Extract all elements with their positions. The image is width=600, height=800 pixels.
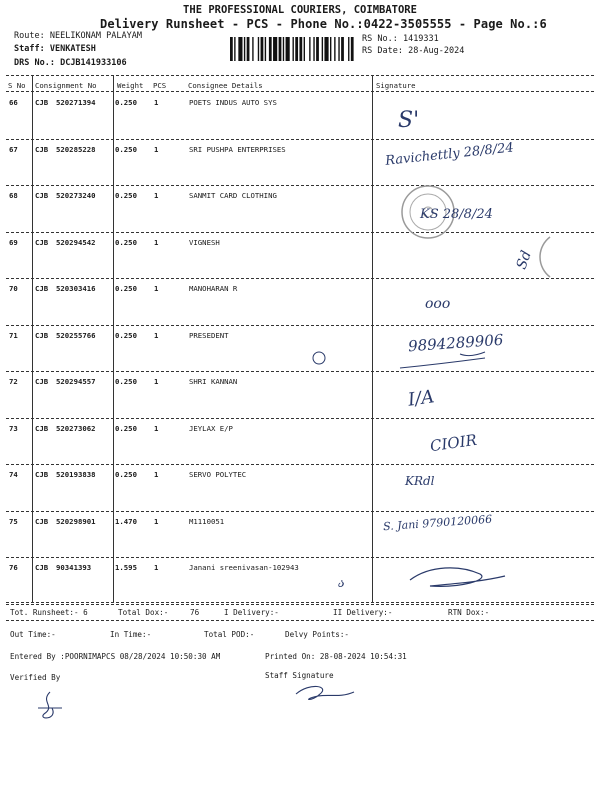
- staff-label: Staff:: [14, 44, 45, 54]
- company-title: THE PROFESSIONAL COURIERS, COIMBATORE: [183, 4, 417, 16]
- printed-on: Printed On: 28-08-2024 10:54:31: [265, 652, 407, 661]
- row-consignment-prefix: CJB: [35, 563, 49, 572]
- row-sno: 72: [9, 377, 18, 386]
- scribble-71: [300, 340, 490, 380]
- staff-signature-label: Staff Signature: [265, 671, 334, 680]
- drs-line: [14, 58, 127, 68]
- signature-69: Sd: [513, 248, 535, 272]
- signature-72: I/A: [406, 386, 436, 411]
- row-divider: [6, 325, 594, 326]
- row-weight: 1.595: [115, 563, 137, 572]
- drs-value: DCJB141933106: [60, 58, 127, 68]
- barcode-image: [230, 37, 355, 61]
- row-sno: 68: [9, 191, 18, 200]
- row-pcs: 1: [154, 98, 159, 107]
- row-consignee: SHRI KANNAN: [189, 377, 238, 386]
- row-weight: 0.250: [115, 470, 137, 479]
- row-divider: [6, 139, 594, 140]
- signature-75: S. Jani 9790120066: [382, 512, 493, 534]
- col-divider-3: [372, 76, 373, 602]
- row-weight: 0.250: [115, 423, 137, 433]
- row-consignment-no: 520255766: [56, 330, 96, 340]
- total-pod: Total POD:-: [204, 630, 255, 639]
- signature-68: KS 28/8/24: [420, 207, 493, 222]
- row-consignee: Janani sreenivasan-102943: [189, 563, 299, 572]
- row-consignment-prefix: CJB: [35, 470, 49, 479]
- col-divider-1: [32, 76, 33, 602]
- row-consignment-no: 520273062: [56, 423, 96, 433]
- row-divider: [6, 464, 594, 465]
- row-sno: 76: [9, 563, 18, 572]
- row-weight: 0.250: [115, 237, 137, 247]
- total-dox-label: Total Dox:-: [118, 608, 169, 617]
- row-consignment-no: 520271394: [56, 98, 96, 107]
- verified-signature-scribble: [30, 688, 70, 728]
- row-consignment-prefix: CJB: [35, 516, 49, 526]
- route-label: Route:: [14, 31, 45, 41]
- row-divider: [6, 418, 594, 419]
- row-divider: [6, 557, 594, 558]
- row-pcs: 1: [154, 144, 159, 154]
- row-weight: 1.470: [115, 516, 137, 526]
- row-consignment-no: 520303416: [56, 284, 96, 293]
- row-sno: 70: [9, 284, 18, 293]
- signature-71: 9894289906: [407, 330, 504, 356]
- row-sno: 71: [9, 330, 18, 340]
- signature-67: Ravichettly 28/8/24: [384, 140, 515, 169]
- row-pcs: 1: [154, 470, 159, 479]
- entered-by: Entered By :POORNIMAPCS 08/28/2024 10:50:30 AM: [10, 652, 221, 661]
- totals-top-divider: [6, 602, 594, 603]
- total-runsheet: Tot. Runsheet:- 6: [10, 608, 88, 617]
- signature-70: ooo: [425, 296, 451, 312]
- row-consignee: PRESEDENT: [189, 330, 229, 340]
- ii-delivery: II Delivery:-: [333, 608, 393, 617]
- col-pcs: PCS: [153, 81, 167, 90]
- row-consignee: MANOHARAN R: [189, 284, 238, 293]
- row-consignee: SANMIT CARD CLOTHING: [189, 191, 277, 200]
- header-top-divider: [6, 75, 594, 76]
- row-consignment-prefix: CJB: [35, 423, 49, 433]
- row-consignment-prefix: CJB: [35, 237, 49, 247]
- row-sno: 74: [9, 470, 18, 479]
- delvy-points: Delvy Points:-: [285, 630, 350, 639]
- staff-signature-scribble: [290, 680, 360, 710]
- signature-76-scribble: [400, 560, 510, 595]
- row-consignment-no: 520294557: [56, 377, 96, 386]
- rs-date-label: RS Date:: [362, 46, 403, 56]
- row-sno: 75: [9, 516, 18, 526]
- header-bottom-divider: [6, 91, 594, 92]
- col-divider-2: [113, 76, 114, 602]
- row-divider: [6, 604, 594, 605]
- rs-no-label: RS No.:: [362, 34, 398, 44]
- runsheet-subtitle: Delivery Runsheet - PCS - Phone No.:0422-3505555 - Page No.:6: [100, 17, 547, 31]
- row-sno: 73: [9, 423, 18, 433]
- rs-date-value: 28-Aug-2024: [408, 46, 465, 56]
- verified-by: Verified By: [10, 673, 61, 682]
- row-consignment-prefix: CJB: [35, 98, 49, 107]
- row-pcs: 1: [154, 330, 159, 340]
- mark-76: ა: [338, 576, 345, 590]
- signature-73: CIOIR: [428, 430, 478, 456]
- staff-value: VENKATESH: [49, 44, 96, 54]
- signature-74: KRdl: [405, 474, 435, 488]
- in-time: In Time:-: [110, 630, 152, 639]
- row-pcs: 1: [154, 563, 159, 572]
- row-weight: 0.250: [115, 144, 137, 154]
- row-consignment-no: 520294542: [56, 237, 96, 247]
- row-consignee: SERVO POLYTEC: [189, 470, 247, 479]
- row-consignment-no: 90341393: [56, 563, 92, 572]
- i-delivery: I Delivery:-: [224, 608, 279, 617]
- row-consignee: JEYLAX E/P: [189, 423, 233, 433]
- col-consignment: Consignment No: [35, 81, 97, 90]
- staff-line: [14, 44, 96, 54]
- row-consignee: M1110051: [189, 516, 225, 526]
- total-dox-value: 76: [190, 608, 200, 617]
- row-pcs: 1: [154, 516, 159, 526]
- col-weight: Weight: [117, 81, 144, 90]
- row-sno: 69: [9, 237, 18, 247]
- rs-no-value: 1419331: [402, 34, 439, 44]
- row-consignment-prefix: CJB: [35, 377, 49, 386]
- col-consignee: Consignee Details: [188, 81, 263, 90]
- row-consignment-no: 520193838: [56, 470, 96, 479]
- row-consignment-no: 520273240: [56, 191, 96, 200]
- row-weight: 0.250: [115, 98, 137, 107]
- row-pcs: 1: [154, 377, 159, 386]
- row-sno: 67: [9, 144, 18, 154]
- row-weight: 0.250: [115, 191, 137, 200]
- drs-label: DRS No.:: [14, 58, 55, 68]
- out-time: Out Time:-: [10, 630, 56, 639]
- col-sno: S No: [8, 81, 26, 90]
- row-pcs: 1: [154, 284, 159, 293]
- row-weight: 0.250: [115, 284, 137, 293]
- signature-66: S': [398, 108, 420, 133]
- row-pcs: 1: [154, 237, 159, 247]
- row-consignee: POETS INDUS AUTO SYS: [189, 98, 277, 107]
- row-consignment-no: 520285228: [56, 144, 96, 154]
- row-consignee: VIGNESH: [189, 237, 220, 247]
- row-consignment-prefix: CJB: [35, 284, 49, 293]
- row-consignment-prefix: CJB: [35, 144, 49, 154]
- row-sno: 66: [9, 98, 18, 107]
- route-line: [14, 31, 142, 41]
- col-signature: Signature: [376, 81, 416, 90]
- row-consignee: SRI PUSHPA ENTERPRISES: [189, 144, 286, 154]
- row-consignment-no: 520298901: [56, 516, 96, 526]
- totals-bottom-divider: [6, 620, 594, 621]
- rtn-dox: RTN Dox:-: [448, 608, 490, 617]
- row-weight: 0.250: [115, 330, 137, 340]
- row-pcs: 1: [154, 423, 159, 433]
- row-divider: [6, 185, 594, 186]
- row-consignment-prefix: CJB: [35, 330, 49, 340]
- row-consignment-prefix: CJB: [35, 191, 49, 200]
- row-weight: 0.250: [115, 377, 137, 386]
- rs-date-line: [362, 46, 464, 56]
- route-value: NEELIKONAM PALAYAM: [49, 31, 142, 41]
- row-pcs: 1: [154, 191, 159, 200]
- rs-no-line: [362, 34, 439, 44]
